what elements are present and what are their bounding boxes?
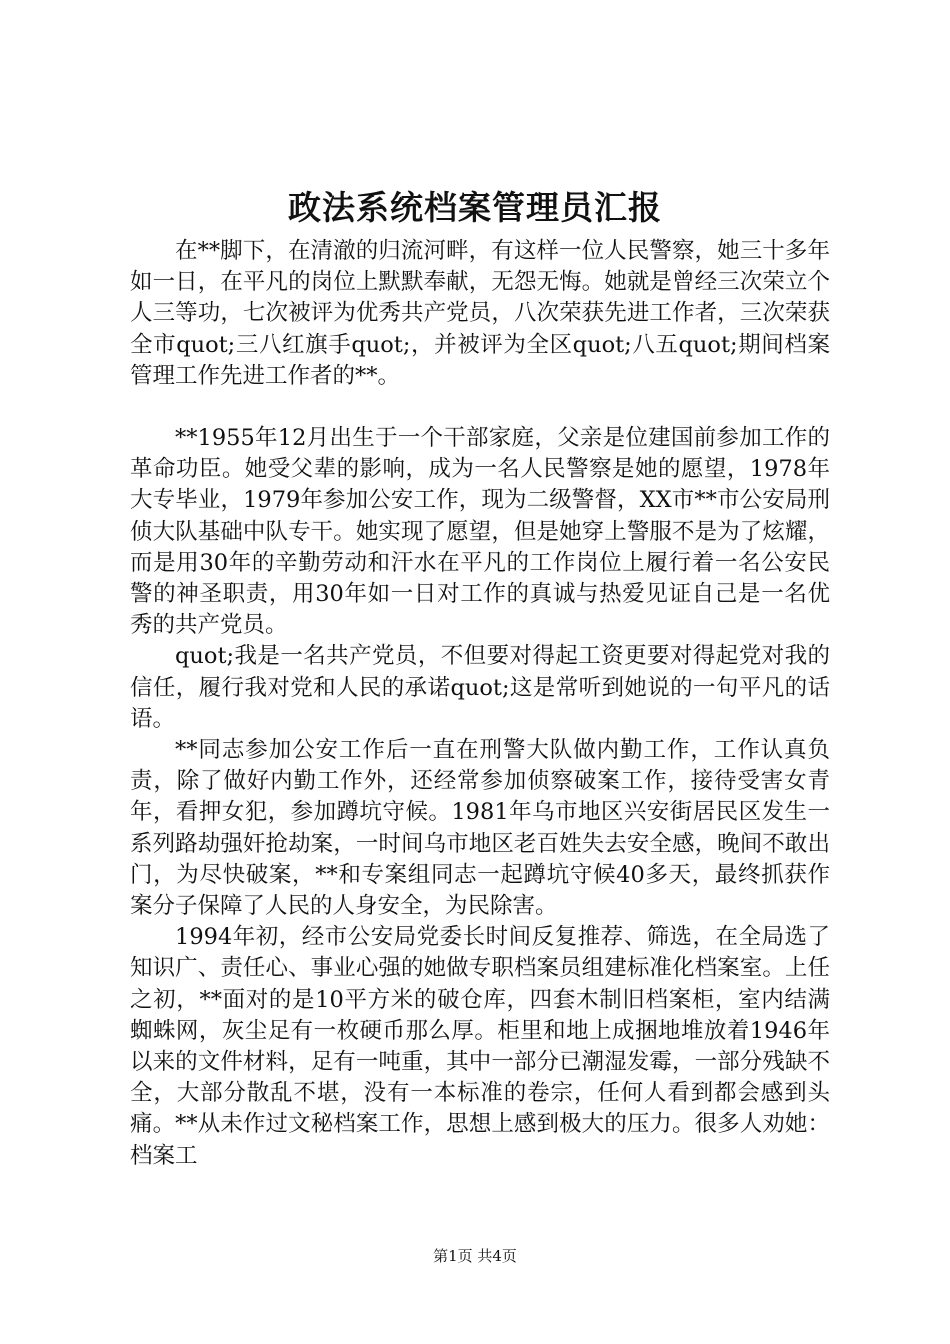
document-title: 政法系统档案管理员汇报 xyxy=(288,188,662,227)
paragraph-3: quot;我是一名共产党员，不但要对得起工资更要对得起党对我的信任，履行我对党和人民的承诺quot;这是常听到她说的一句平凡的话语。 xyxy=(130,643,830,732)
paragraph-1: 在**脚下，在清澈的归流河畔，有这样一位人民警察，她三十多年如一日，在平凡的岗位上默默奉献，无怨无悔。她就是曾经三次荣立个人三等功，七次被评为优秀共产党员，八次荣获先进工作者，三次荣获全市quot;三八红旗手quot;，并被评为全区quot;八五quot;期间档案管理工作先进工作者的**。 xyxy=(130,238,830,389)
page-footer: 第1页 共4页 xyxy=(433,1247,517,1265)
document-body xyxy=(130,236,830,1172)
paragraph-5: 1994年初，经市公安局党委长时间反复推荐、筛选，在全局选了知识广、责任心、事业心强的她做专职档案员组建标准化档案室。上任之初，**面对的是10平方米的破仓库，四套木制旧档案柜，室内结满蜘蛛网，灰尘足有一枚硬币那么厚。柜里和地上成捆地堆放着1946年以来的文件材料，足有一吨重，其中一部分已潮湿发霉，一部分残缺不全，大部分散乱不堪，没有一本标准的卷宗，任何人看到都会感到头痛。**从未作过文秘档案工作，思想上感到极大的压力。很多人劝她：档案工 xyxy=(130,924,830,1169)
paragraph-4: **同志参加公安工作后一直在刑警大队做内勤工作，工作认真负责，除了做好内勤工作外，还经常参加侦察破案工作，接待受害女青年，看押女犯，参加蹲坑守候。1981年乌市地区兴安街居民区发生一系列路劫强奸抢劫案，一时间乌市地区老百姓失去安全感，晚间不敢出门，为尽快破案，**和专案组同志一起蹲坑守候40多天，最终抓获作案分子保障了人民的人身安全，为民除害。 xyxy=(130,737,830,920)
paragraph-2: **1955年12月出生于一个干部家庭，父亲是位建国前参加工作的革命功臣。她受父辈的影响，成为一名人民警察是她的愿望，1978年大专毕业，1979年参加公安工作，现为二级警督，XX市**市公安局刑侦大队基础中队专干。她实现了愿望，但是她穿上警服不是为了炫耀，而是用30年的辛勤劳动和汗水在平凡的工作岗位上履行着一名公安民警的神圣职责，用30年如一日对工作的真诚与热爱见证自己是一名优秀的共产党员。 xyxy=(130,425,830,639)
